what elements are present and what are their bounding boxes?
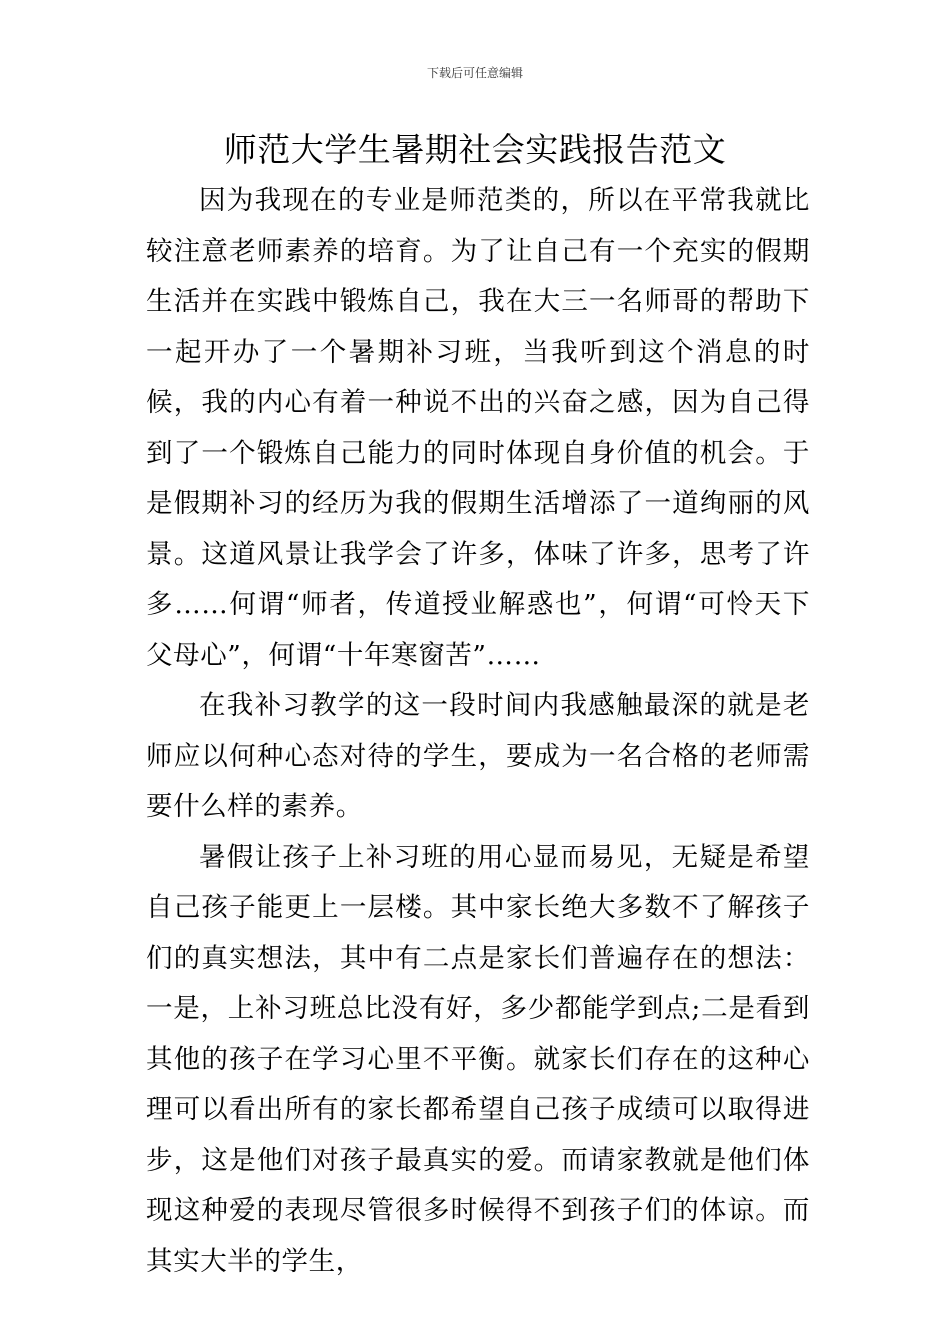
document-body — [146, 176, 810, 1287]
header-note: 下载后可任意编辑 — [426, 66, 523, 80]
paragraph-3: 暑假让孩子上补习班的用心显而易见，无疑是希望自己孩子能更上一层楼。其中家长绝大多数不了解孩子们的真实想法，其中有二点是家长们普遍存在的想法：一是，上补习班总比没有好，多少都能学到点;二是看到其他的孩子在学习心里不平衡。就家长们存在的这种心理可以看出所有的家长都希望自己孩子成绩可以取得进步，这是他们对孩子最真实的爱。而请家教就是他们体现这种爱的表现尽管很多时候得不到孩子们的体谅。而其实大半的学生， — [146, 841, 810, 1277]
page-title: 师范大学生暑期社会实践报告范文 — [223, 130, 727, 169]
paragraph-1: 因为我现在的专业是师范类的，所以在平常我就比较注意老师素养的培育。为了让自己有一个充实的假期生活并在实践中锻炼自己，我在大三一名师哥的帮助下一起开办了一个暑期补习班，当我听到这个消息的时候，我的内心有着一种说不出的兴奋之感，因为自己得到了一个锻炼自己能力的同时体现自身价值的机会。于是假期补习的经历为我的假期生活增添了一道绚丽的风景。这道风景让我学会了许多，体味了许多，思考了许多……何谓“师者，传道授业解惑也”，何谓“可怜天下父母心”，何谓“十年寒窗苦”…… — [146, 185, 810, 671]
paragraph-2: 在我补习教学的这一段时间内我感触最深的就是老师应以何种心态对待的学生，要成为一名合格的老师需要什么样的素养。 — [146, 690, 810, 822]
